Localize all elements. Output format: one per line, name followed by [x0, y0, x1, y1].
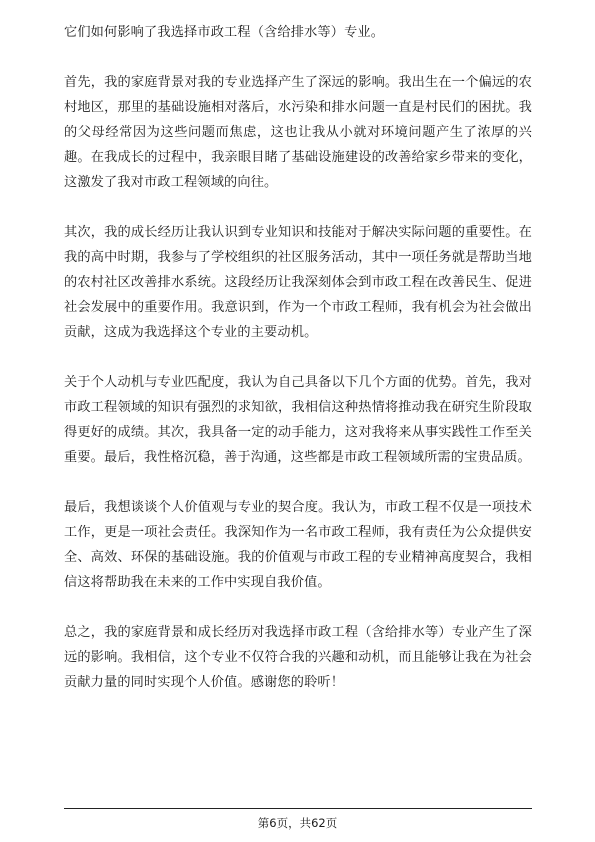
paragraph-family-background: 首先，我的家庭背景对我的专业选择产生了深远的影响。我出生在一个偏远的农村地区，那里的基础设施相对落后，水污染和排水问题一直是村民们的困扰。我的父母经常因为这些问题而焦虑，这也让我从小就对环境问题产生了浓厚的兴趣。在我成长的过程中，我亲眼目睹了基础设施建设的改善给家乡带来的变化，这激发了我对市政工程领域的向往。: [64, 75, 532, 190]
paragraph-intro-continuation: 它们如何影响了我选择市政工程（含给排水等）专业。: [64, 25, 385, 40]
paragraph-personal-motivation: 关于个人动机与专业匹配度，我认为自己具备以下几个方面的优势。首先，我对市政工程领域的知识有强烈的求知欲，我相信这种热情将推动我在研究生阶段取得更好的成绩。其次，我具备一定的动手能力，这对我将来从事实践性工作至关重要。最后，我性格沉稳，善于沟通，这些都是市政工程领域所需的宝贵品质。: [64, 375, 532, 465]
document-body: [64, 20, 532, 695]
paragraph-growth-experience: 其次，我的成长经历让我认识到专业知识和技能对于解决实际问题的重要性。在我的高中时期，我参与了学校组织的社区服务活动，其中一项任务就是帮助当地的农村社区改善排水系统。这段经历让我深刻体会到市政工程在改善民生、促进社会发展中的重要作用。我意识到，作为一个市政工程师，我有机会为社会做出贡献，这成为我选择这个专业的主要动机。: [64, 225, 532, 340]
page-number: 第6页，共62页: [257, 816, 338, 830]
footer-divider: [64, 808, 532, 809]
paragraph-values-fit: 最后，我想谈谈个人价值观与专业的契合度。我认为，市政工程不仅是一项技术工作，更是一项社会责任。我深知作为一名市政工程师，我有责任为公众提供安全、高效、环保的基础设施。我的价值观与市政工程的专业精神高度契合，我相信这将帮助我在未来的工作中实现自我价值。: [64, 500, 532, 590]
paragraph-conclusion: 总之，我的家庭背景和成长经历对我选择市政工程（含给排水等）专业产生了深远的影响。我相信，这个专业不仅符合我的兴趣和动机，而且能够让我在为社会贡献力量的同时实现个人价值。感谢您的聆听！: [64, 625, 532, 690]
